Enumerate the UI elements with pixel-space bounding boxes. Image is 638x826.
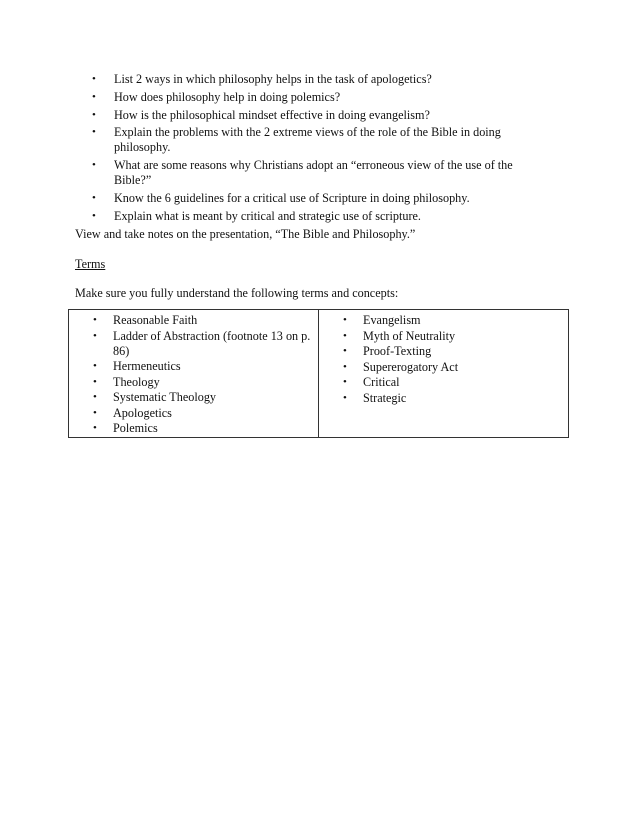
bullet-icon: • <box>93 406 97 419</box>
bullet-icon: • <box>92 209 96 222</box>
list-item: • Reasonable Faith <box>93 313 198 327</box>
table-row <box>69 310 569 438</box>
list-item: • Theology <box>93 374 160 389</box>
bullet-icon: • <box>343 376 347 388</box>
bullet-icon: • <box>92 108 96 121</box>
list-item: • Critical <box>343 375 400 389</box>
terms-heading: Terms <box>75 257 106 271</box>
terms-right-column <box>319 310 569 438</box>
list-item: • Hermeneutics <box>93 359 181 373</box>
terms-right-list <box>343 313 562 406</box>
list-item: • How does philosophy help in doing polemics? <box>92 89 341 104</box>
terms-table <box>68 309 569 438</box>
bullet-icon: • <box>92 159 96 172</box>
bullet-icon: • <box>92 73 96 85</box>
bullet-icon: • <box>343 314 347 326</box>
list-item: • Evangelism <box>343 313 421 327</box>
list-item: • Apologetics <box>93 405 172 420</box>
bullet-icon: • <box>93 391 97 403</box>
list-item: • Strategic <box>343 390 407 405</box>
presentation-note: View and take notes on the presentation, “The Bible and Philosophy.” <box>75 227 416 241</box>
list-item: • Myth of Neutrality <box>343 328 456 343</box>
study-questions-list <box>92 72 542 227</box>
list-item: • Supererogatory Act <box>343 359 459 374</box>
list-item: • Polemics <box>93 421 158 435</box>
list-item: • What are some reasons why Christians adopt an “erroneous view of the use of the Bible?” <box>92 158 513 188</box>
bullet-icon: • <box>93 314 97 326</box>
bullet-icon: • <box>343 345 347 357</box>
list-item: • List 2 ways in which philosophy helps in the task of apologetics? <box>92 72 432 86</box>
bullet-icon: • <box>92 126 96 139</box>
list-item: • How is the philosophical mindset effective in doing evangelism? <box>92 107 430 122</box>
bullet-icon: • <box>343 391 347 404</box>
bullet-icon: • <box>93 375 97 388</box>
list-item: • Explain what is meant by critical and strategic use of scripture. <box>92 208 421 223</box>
bullet-icon: • <box>92 191 96 204</box>
list-item: • Systematic Theology <box>93 390 217 404</box>
bullet-icon: • <box>93 360 97 372</box>
list-item: • Proof-Texting <box>343 344 432 358</box>
bullet-icon: • <box>343 329 347 342</box>
bullet-icon: • <box>93 422 97 434</box>
list-item: • Explain the problems with the 2 extreme views of the role of the Bible in doing philosophy. <box>92 125 501 155</box>
terms-instruction: Make sure you fully understand the following terms and concepts: <box>75 286 399 300</box>
bullet-icon: • <box>343 360 347 373</box>
list-item: • Know the 6 guidelines for a critical use of Scripture in doing philosophy. <box>92 190 470 205</box>
bullet-icon: • <box>93 329 97 342</box>
list-item: • Ladder of Abstraction (footnote 13 on p. 86) <box>93 328 311 358</box>
terms-left-column <box>69 310 319 438</box>
bullet-icon: • <box>92 90 96 103</box>
terms-left-list <box>93 313 312 436</box>
